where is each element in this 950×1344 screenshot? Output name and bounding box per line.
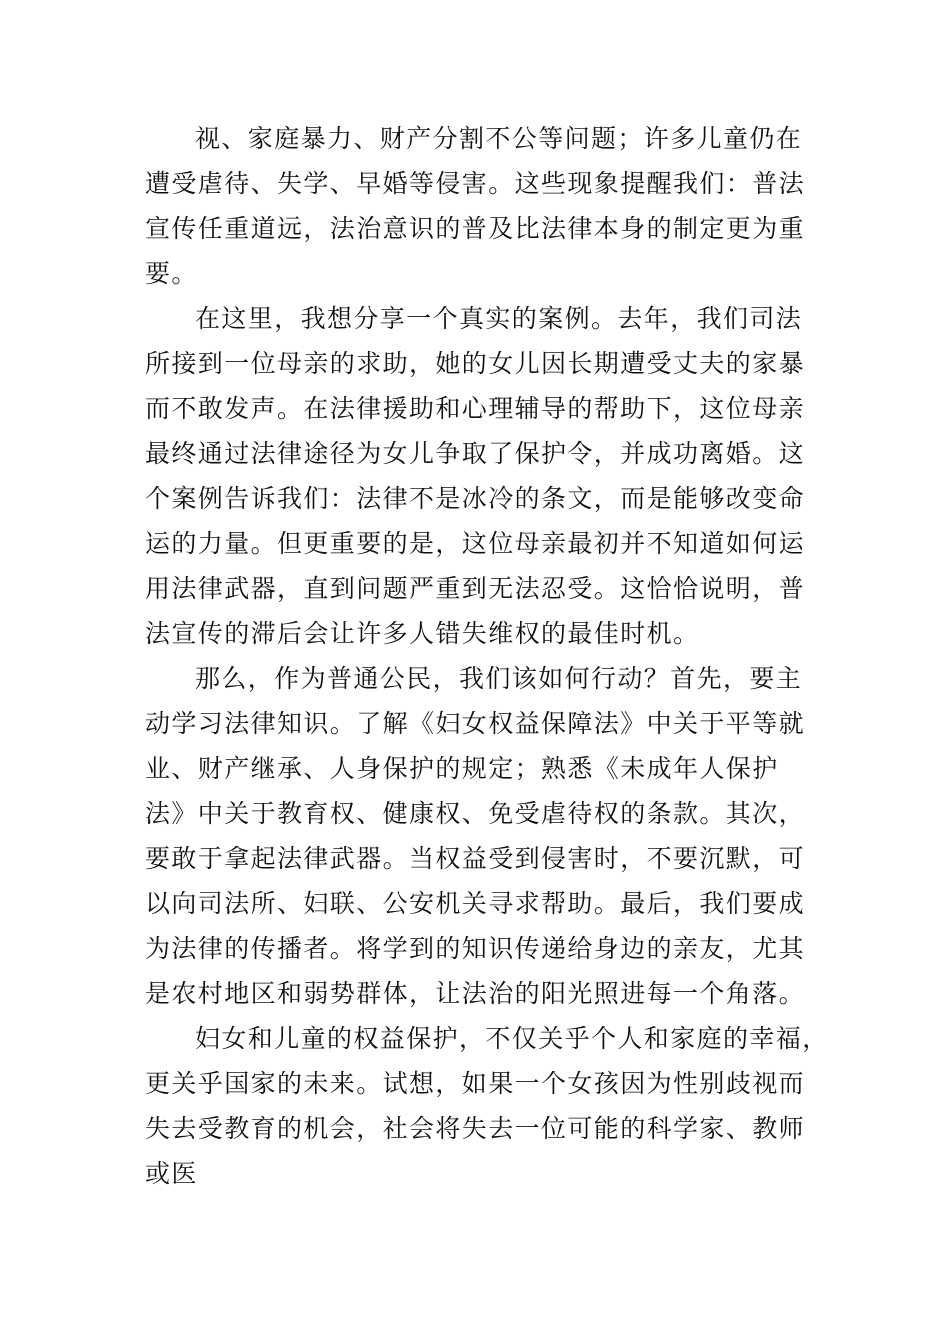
paragraph-line: 遭受虐待、失学、早婚等侵害。这些现象提醒我们：普法 [145,169,806,198]
paragraph-1 [145,116,835,296]
paragraph-line: 要。 [145,259,198,288]
paragraph-line: 为法律的传播者。将学到的知识传递给身边的亲友，尤其 [145,934,806,963]
paragraph-line: 那么，作为普通公民，我们该如何行动？首先，要主 [195,664,803,693]
document-body [145,116,835,1196]
paragraph-line: 要敢于拿起法律武器。当权益受到侵害时，不要沉默，可 [145,844,806,873]
paragraph-3 [145,656,835,1016]
paragraph-line: 动学习法律知识。了解《妇女权益保障法》中关于平等就 [145,709,806,738]
paragraph-line: 个案例告诉我们：法律不是冰冷的条文，而是能够改变命 [145,484,806,513]
paragraph-2 [145,296,835,656]
paragraph-line: 视、家庭暴力、财产分割不公等问题；许多儿童仍在 [195,124,803,153]
paragraph-line: 法宣传的滞后会让许多人错失维权的最佳时机。 [145,619,700,648]
paragraph-line: 以向司法所、妇联、公安机关寻求帮助。最后，我们要成 [145,889,806,918]
paragraph-line: 失去受教育的机会，社会将失去一位可能的科学家、教师 [145,1114,806,1143]
paragraph-line: 在这里，我想分享一个真实的案例。去年，我们司法 [195,304,803,333]
paragraph-line: 用法律武器，直到问题严重到无法忍受。这恰恰说明，普 [145,574,806,603]
paragraph-line: 业、财产继承、人身保护的规定；熟悉《未成年人保护 [145,754,779,783]
paragraph-line: 宣传任重道远，法治意识的普及比法律本身的制定更为重 [145,214,806,243]
paragraph-line: 所接到一位母亲的求助，她的女儿因长期遭受丈夫的家暴 [145,349,806,378]
paragraph-line: 法》中关于教育权、健康权、免受虐待权的条款。其次， [145,799,806,828]
paragraph-line: 妇女和儿童的权益保护，不仅关乎个人和家庭的幸福， [195,1024,829,1053]
paragraph-line: 最终通过法律途径为女儿争取了保护令，并成功离婚。这 [145,439,806,468]
paragraph-line: 运的力量。但更重要的是，这位母亲最初并不知道如何运 [145,529,806,558]
paragraph-4 [145,1016,835,1196]
paragraph-line: 或医 [145,1159,198,1188]
paragraph-line: 更关乎国家的未来。试想，如果一个女孩因为性别歧视而 [145,1069,806,1098]
paragraph-line: 而不敢发声。在法律援助和心理辅导的帮助下，这位母亲 [145,394,806,423]
paragraph-line: 是农村地区和弱势群体，让法治的阳光照进每一个角落。 [145,979,806,1008]
